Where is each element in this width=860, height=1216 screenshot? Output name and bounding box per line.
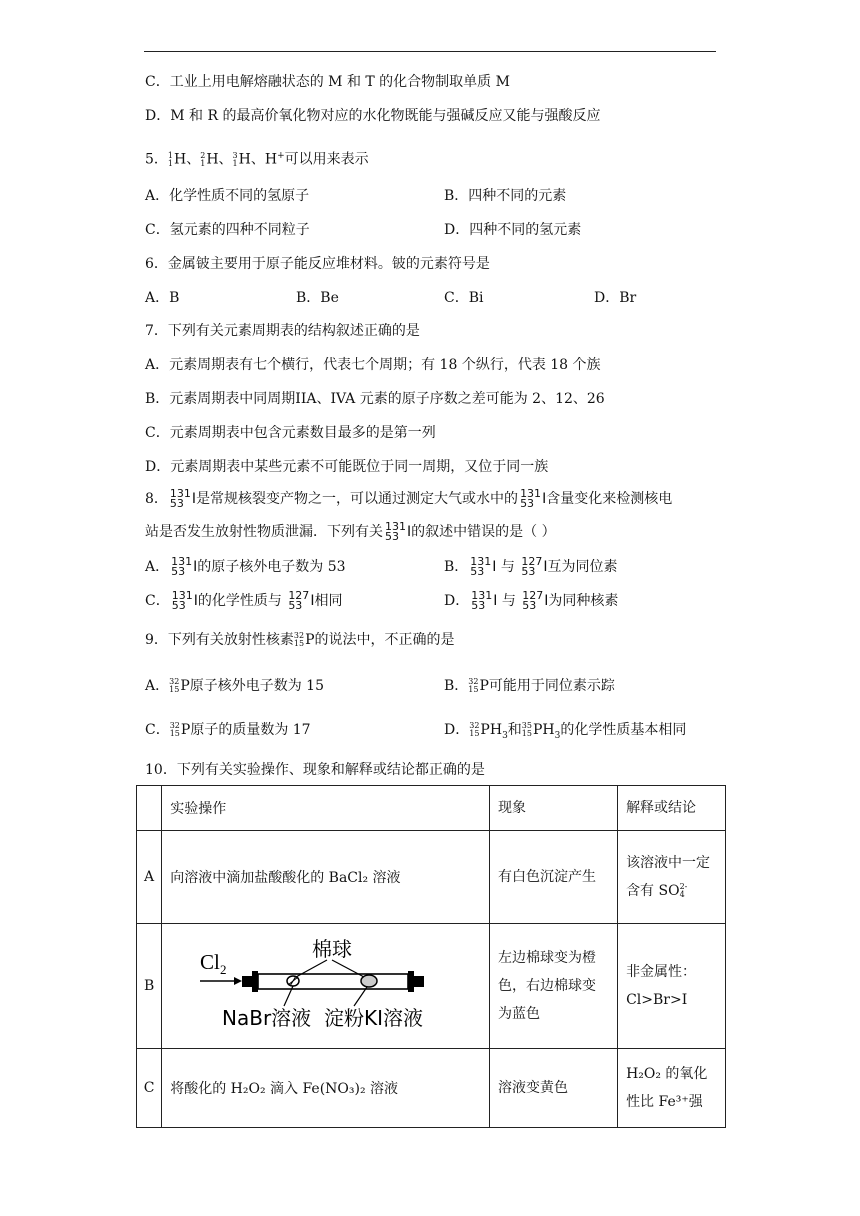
header-conclusion: 解释或结论 [618,786,726,831]
row-conclusion: 非金属性： Cl>Br>I [618,924,726,1049]
q9-option-b: B． 32 15 P可能用于同位素示踪 [444,677,615,694]
row-label: A [137,831,162,924]
left-stopper [242,976,252,987]
q4-option-d: D．M 和 R 的最高价氧化物对应的水化物既能与强碱反应又能与强酸反应 [145,108,601,124]
arrow-head-icon [234,977,242,985]
table-row [137,924,726,1049]
q6-option-a: A．B [145,290,180,306]
table-row [137,1049,726,1128]
header-operation: 实验操作 [162,786,490,831]
header-rule [144,51,716,52]
q6-option-d: D．Br [594,290,637,306]
tube-diagram [162,924,472,1044]
q9-option-c: C． 32 15 P原子的质量数为 17 [145,721,311,738]
q5-iso1-nums: 1 1 [167,150,174,168]
right-stopper [414,976,424,987]
q7-option-a: A．元素周期表有七个横行，代表七个周期；有 18 个纵行，代表 18 个族 [145,357,601,373]
q8-option-b: B． 131 53 I 与 127 53 I互为同位素 [444,555,618,578]
cl2-label: Cl [200,950,221,974]
q5-iso3-symbol: H [238,151,251,168]
q8-stem-line2: 站是否发生放射性物质泄漏．下列有关 131 53 I的叙述中错误的是（ ） [145,520,556,543]
q7-option-c: C．元素周期表中包含元素数目最多的是第一列 [145,425,436,441]
q8-stem-line1: 8． 131 53 I是常规核裂变产物之一，可以通过测定大气或水中的 131 53 I含量变化来检测核电 [145,487,673,510]
q5-iso1-symbol: H [174,151,187,168]
row-label: C [137,1049,162,1128]
q10-stem: 10．下列有关实验操作、现象和解释或结论都正确的是 [145,762,485,778]
q4-option-c: C．工业上用电解熔融状态的 M 和 T 的化合物制取单质 M [145,74,510,90]
row-conclusion: H₂O₂ 的氧化 性比 Fe³⁺强 [618,1049,726,1128]
row-phenomenon: 溶液变黄色 [489,1049,617,1128]
row-label: B [137,924,162,1049]
q7-stem: 7．下列有关元素周期表的结构叙述正确的是 [145,323,420,339]
q7-option-b: B．元素周期表中同周期IIA、IVA 元素的原子序数之差可能为 2、12、26 [145,391,605,407]
q5-option-c: C．氢元素的四种不同粒子 [145,222,310,238]
svg-text:2: 2 [220,962,227,977]
q7-option-d: D．元素周期表中某些元素不可能既位于同一周期，又位于同一族 [145,459,549,475]
q9-option-a: A． 32 15 P原子核外电子数为 15 [145,677,324,694]
nabr-label: NaBr溶液 [222,1006,312,1030]
q6-option-b: B．Be [296,290,339,306]
q5-option-d: D．四种不同的氢元素 [444,222,582,238]
q5-option-b: B．四种不同的元素 [444,188,567,204]
q6-stem: 6．金属铍主要用于原子能反应堆材料。铍的元素符号是 [145,256,490,272]
i131-nums: 131 53 [169,487,191,510]
q5-iso2-symbol: H [206,151,219,168]
glass-tube [258,974,408,989]
q5-stem: 5． 1 1 H、 2 1 H、 3 1 H、H+可以用来表示 [145,150,369,168]
row-phenomenon: 左边棉球变为橙色，右边棉球变为蓝色 [489,924,617,1049]
apparatus-figure [162,924,490,1049]
row-operation: 向溶液中滴加盐酸酸化的 BaCl₂ 溶液 [162,831,490,924]
q8-option-a: A． 131 53 I的原子核外电子数为 53 [145,555,346,578]
header-phenomenon: 现象 [489,786,617,831]
q8-option-d: D． 131 53 I 与 127 53 I为同种核素 [444,589,619,612]
table-header-row [137,786,726,831]
q6-option-c: C．Bi [444,290,484,306]
ki-label: 淀粉KI溶液 [324,1006,424,1030]
q8-option-c: C． 131 53 I的化学性质与 127 53 I相同 [145,589,343,612]
row-phenomenon: 有白色沉淀产生 [489,831,617,924]
q5-iso3-nums: 3 1 [232,150,238,168]
experiment-table [136,785,726,1128]
q5-number: 5． [145,151,168,168]
row-operation: 将酸化的 H₂O₂ 滴入 Fe(NO₃)₂ 溶液 [162,1049,490,1128]
q5-option-a: A．化学性质不同的氢原子 [145,188,310,204]
row-conclusion: 该溶液中一定 含有 SO 2- 4 [618,831,726,924]
q5-ion: H [264,151,278,168]
q9-option-d: D． 32 15 $PH_3$和 35 15 $PH_3$的化学性质基本相同 [444,721,687,741]
q9-stem: 9．下列有关放射性核素 32 15 P的说法中，不正确的是 [145,631,455,648]
table-row [137,831,726,924]
cotton-label: 棉球 [312,937,353,961]
q5-iso2-nums: 2 1 [200,150,206,168]
